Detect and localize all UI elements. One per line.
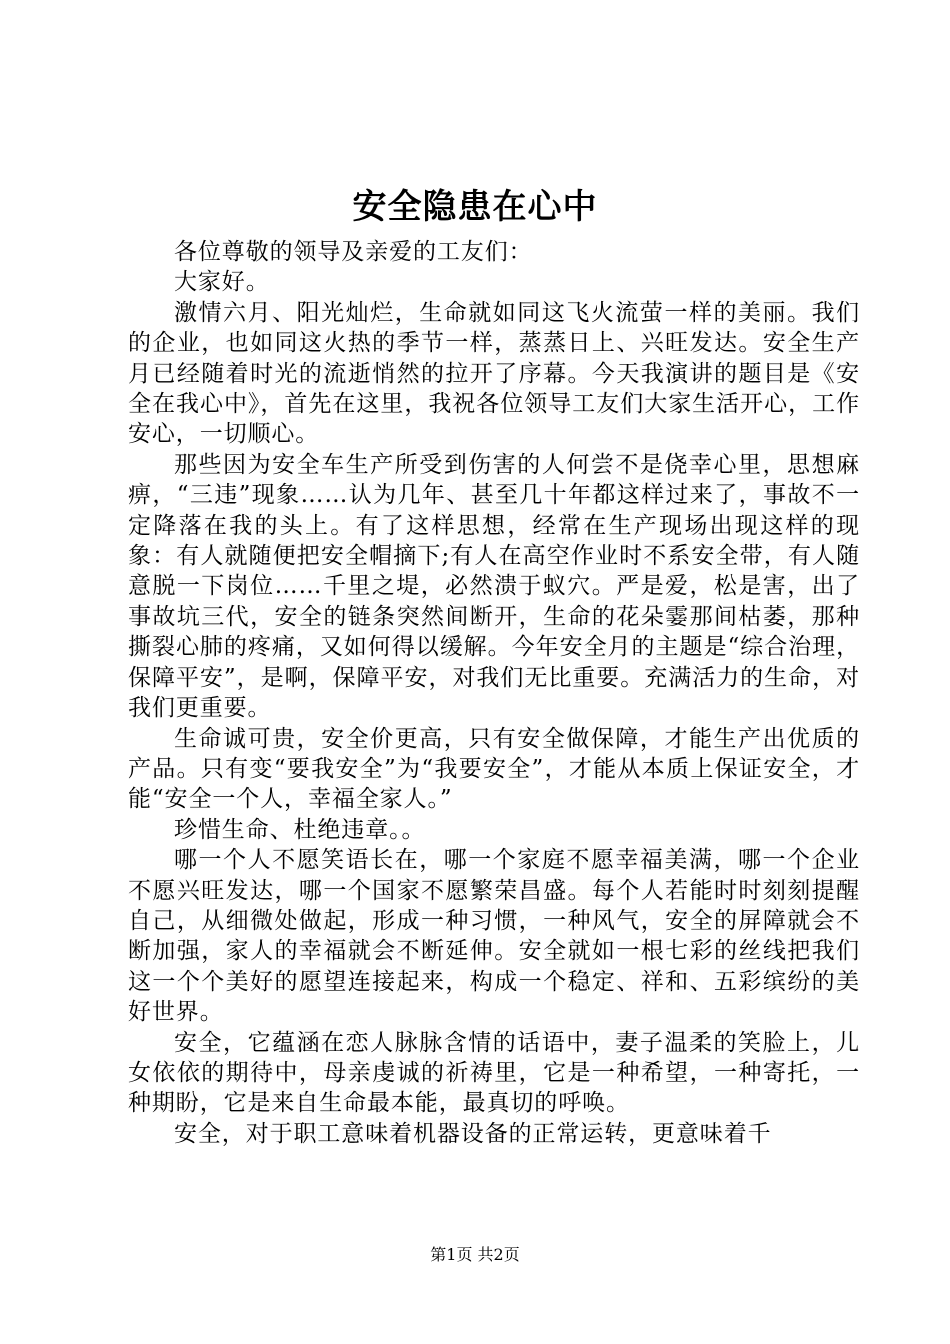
paragraph: 哪一个人不愿笑语长在，哪一个家庭不愿幸福美满，哪一个企业不愿兴旺发达，哪一个国家不愿繁荣昌盛。每个人若能时时刻刻提醒自己，从细微处做起，形成一种习惯，一种风气，安全的屏障就会不断加强，家人的幸福就会不断延伸。安全就如一根七彩的丝线把我们这一个个美好的愿望连接起来，构成一个稳定、祥和、五彩缤纷的美好世界。 bbox=[128, 847, 860, 1026]
document-title: 安全隐患在心中 bbox=[352, 187, 598, 227]
page-number-footer: 第1页 共2页 bbox=[430, 1245, 520, 1264]
paragraph: 生命诚可贵，安全价更高，只有安全做保障，才能生产出优质的产品。只有变“要我安全”为“我要安全”，才能从本质上保证安全，才能“安全一个人，幸福全家人。” bbox=[128, 725, 860, 813]
paragraph: 珍惜生命、杜绝违章。。 bbox=[174, 816, 426, 843]
paragraph: 安全，它蕴涵在恋人脉脉含情的话语中，妻子温柔的笑脸上，儿女依依的期待中，母亲虔诚的祈祷里，它是一种希望，一种寄托，一种期盼，它是来自生命最本能，最真切的呼唤。 bbox=[128, 1029, 860, 1117]
paragraph: 激情六月、阳光灿烂，生命就如同这飞火流萤一样的美丽。我们的企业，也如同这火热的季节一样，蒸蒸日上、兴旺发达。安全生产月已经随着时光的流逝悄然的拉开了序幕。今天我演讲的题目是《安全在我心中》，首先在这里，我祝各位领导工友们大家生活开心，工作安心，一切顺心。 bbox=[128, 299, 860, 448]
paragraph: 那些因为安全车生产所受到伤害的人何尝不是侥幸心里，思想麻痹，“三违”现象……认为几年、甚至几十年都这样过来了，事故不一定降落在我的头上。有了这样思想，经常在生产现场出现这样的现象：有人就随便把安全帽摘下;有人在高空作业时不系安全带，有人随意脱一下岗位……千里之堤，必然溃于蚁穴。严是爱，松是害，出了事故坑三代，安全的链条突然间断开，生命的花朵霎那间枯萎，那种撕裂心肺的疼痛，又如何得以缓解。今年安全月的主题是“综合治理，保障平安”，是啊，保障平安，对我们无比重要。充满活力的生命，对我们更重要。 bbox=[128, 451, 860, 722]
greeting: 大家好。 bbox=[174, 269, 270, 296]
paragraph: 安全，对于职工意味着机器设备的正常运转，更意味着千 bbox=[174, 1120, 772, 1147]
document-body bbox=[128, 237, 860, 1149]
salutation: 各位尊敬的领导及亲爱的工友们： bbox=[174, 239, 533, 265]
